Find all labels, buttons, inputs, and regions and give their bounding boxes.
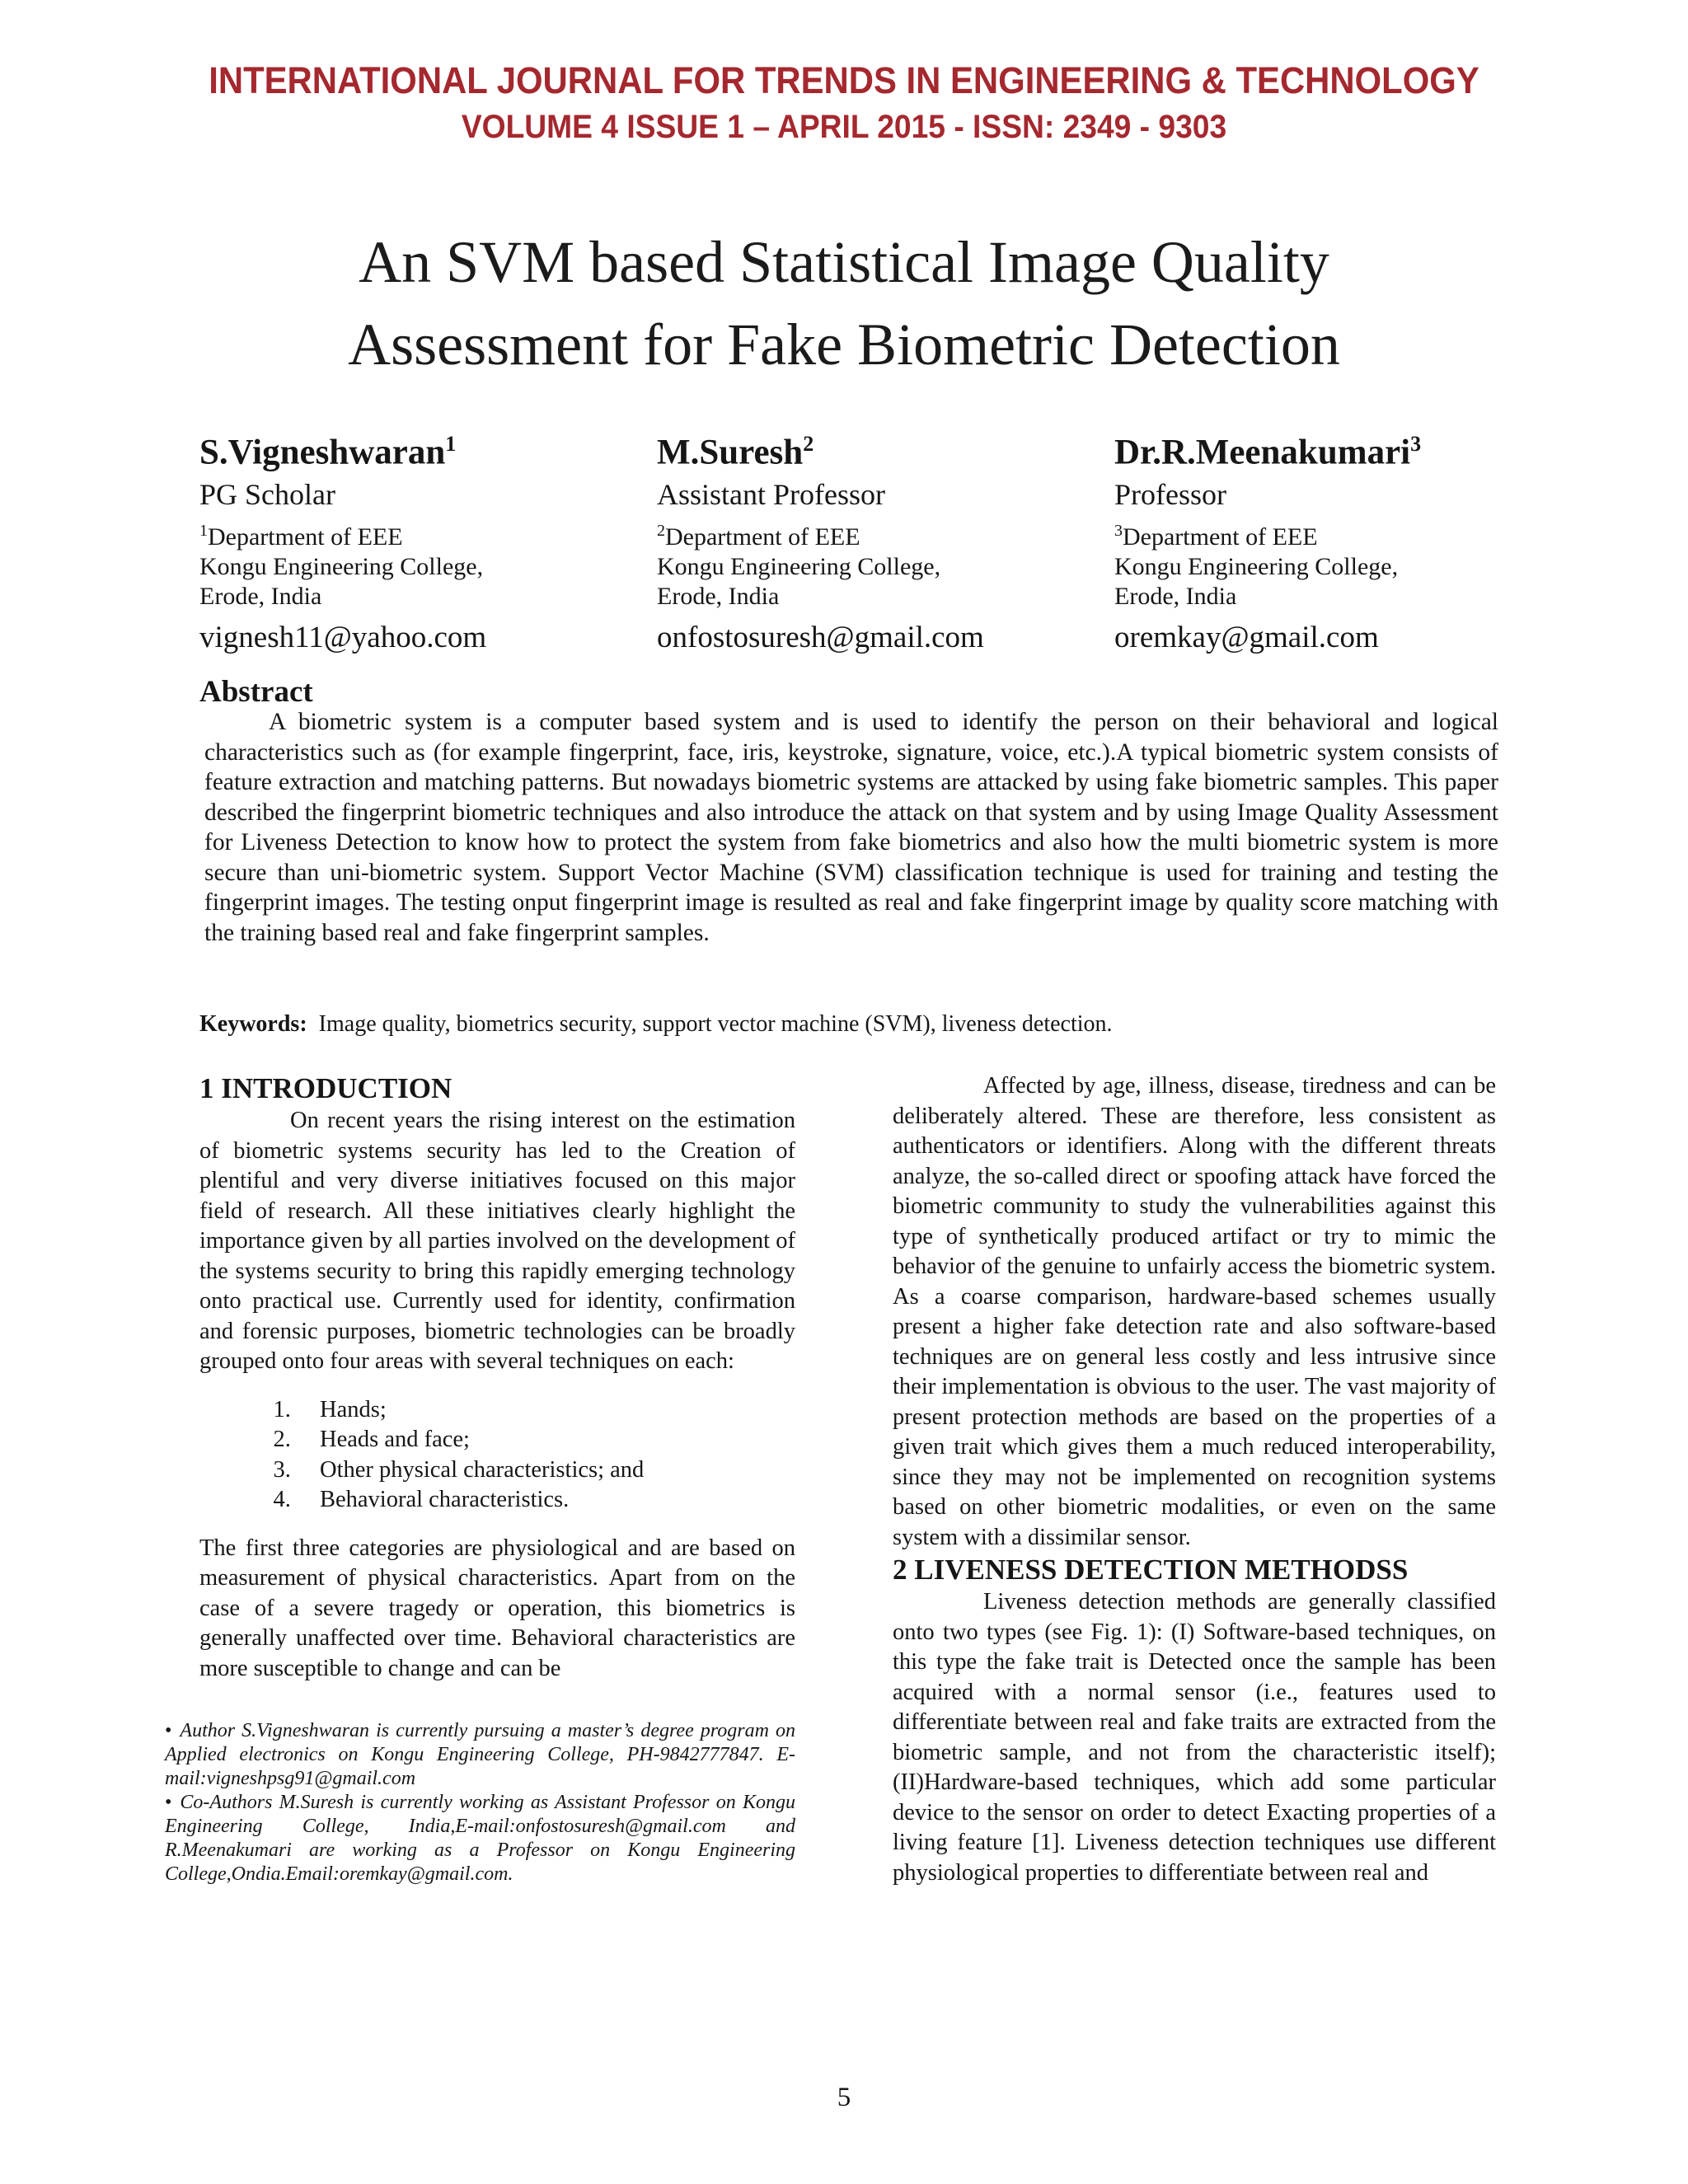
keywords [199,1010,1221,1038]
author-email[interactable]: vignesh11@yahoo.com [199,621,487,655]
title-line-2: Assessment for Fake Biometric Detection [348,312,1340,377]
author-dept: $^2$Department of EEE [657,522,860,551]
author-block-3 [1114,422,1576,656]
footnote-1: • Author S.Vigneshwaran is currently pursuing a master’s degree program on Applied electronics on Kongu Engineering College, PH-9842777847. E-mail:vigneshpsg91@gmail.com [165,1720,795,1789]
author-block-2 [657,422,1118,656]
issue-line: VOLUME 4 ISSUE 1 – APRIL 2015 - ISSN: 2349 - 9303 [461,109,1227,145]
author-location: Erode, India [1114,583,1237,611]
bullet-icon: • [165,1720,172,1741]
author-college: Kongu Engineering College, [199,553,484,581]
list-item: 1. Hands; [297,1395,795,1426]
author-role: PG Scholar [199,478,335,512]
section-heading-introduction: 1 INTRODUCTION [199,1072,452,1104]
page-number: 5 [837,2083,851,2112]
author-block-1 [199,422,661,656]
journal-name: INTERNATIONAL JOURNAL FOR TRENDS IN ENGINEERING & TECHNOLOGY [209,59,1479,101]
author-college: Kongu Engineering College, [657,553,941,581]
intro-paragraph-2: The first three categories are physiological and are based on measurement of physical characteristics. Apart from on the case of a severe tragedy or operation, this biometrics is generally unaffected over time. Behavioral characteristics are more susceptible to change and can be [199,1535,795,1681]
author-location: Erode, India [199,583,322,611]
keywords-label: Keywords: [199,1011,307,1037]
title-line-1: An SVM based Statistical Image Quality [359,229,1329,295]
author-email[interactable]: oremkay@gmail.com [1114,621,1379,655]
paper-title [0,221,1688,386]
author-dept: $^1$Department of EEE [199,522,403,551]
list-item: 3. Other physical characteristics; and [297,1455,795,1486]
left-column [199,1071,795,1684]
list-item: 2. Heads and face; [297,1425,795,1455]
author-role: Professor [1114,478,1226,512]
author-dept: $^3$Department of EEE [1114,522,1318,551]
author-name: S.Vigneshwaran$^1$ [199,432,457,472]
section-heading-liveness: 2 LIVENESS DETECTION METHODSS [893,1554,1409,1586]
keywords-text: Image quality, biometrics security, support vector machine (SVM), liveness detection. [318,1011,1113,1037]
author-location: Erode, India [657,583,780,611]
author-role: Assistant Professor [657,478,885,512]
author-name: Dr.R.Meenakumari$^3$ [1114,432,1422,472]
right-paragraph-2: Liveness detection methods are generally classified onto two types (see Fig. 1): (I) Software-based techniques, on this type the fake trait is Detected once the sample has been acquired with a normal sensor (i.e., features used to differentiate between real and fake traits are extracted from the biometric sample, and not from the characteristic itself);(II)Hardware-based techniques, which add some particular device to the sensor on order to detect Exacting properties of a living feature [1]. Liveness detection techniques use different physiological properties to differentiate between real and [893,1589,1496,1886]
biometric-areas-list [199,1395,795,1516]
abstract-heading: Abstract [199,675,313,709]
right-column [893,1071,1496,1888]
author-email[interactable]: onfostosuresh@gmail.com [657,621,984,655]
abstract-text: A biometric system is a computer based system and is used to identify the person on their behavioral and logical characteristics such as (for example fingerprint, face, iris, keystroke, signature, voice, etc.).A typical biometric system consists of feature extraction and matching patterns. But nowadays biometric systems are attacked by using fake biometric samples. This paper described the fingerprint biometric techniques and also introduce the attack on that system and by using Image Quality Assessment for Liveness Detection to know how to protect the system from fake biometrics and also how the multi biometric system is more secure than uni-biometric system. Support Vector Machine (SVM) classification technique is used for training and testing the fingerprint images. The testing onput fingerprint image is resulted as real and fake fingerprint image by quality score matching with the training based real and fake fingerprint samples. [204,709,1498,946]
intro-paragraph-1: On recent years the rising interest on the estimation of biometric systems security has led to the Creation of plentiful and very diverse initiatives focused on this major field of research. All these initiatives clearly highlight the importance given by all parties involved on the development of the systems security to bring this rapidly emerging technology onto practical use. Currently used for identity, confirmation and forensic purposes, biometric technologies can be broadly grouped onto four areas with several techniques on each: [199,1108,795,1374]
footnote-2: • Co-Authors M.Suresh is currently working as Assistant Professor on Kongu Engineering College, India,E-mail:onfostosuresh@gmail.com and R.Meenakumari are working as a Professor on Kongu Engineering College,Ondia.Email:oremkay@gmail.com. [165,1792,795,1885]
footnotes [165,1719,795,1886]
author-name: M.Suresh$^2$ [657,432,814,472]
bullet-icon: • [165,1792,172,1813]
list-item: 4. Behavioral characteristics. [297,1485,795,1516]
author-college: Kongu Engineering College, [1114,553,1399,581]
right-paragraph-1: Affected by age, illness, disease, tiredness and can be deliberately altered. These are therefore, less consistent as authenticators or identifiers. Along with the different threats analyze, the so-called direct or spoofing attack have forced the biometric community to study the vulnerabilities against this type of synthetically produced artifact or try to mimic the behavior of the genuine to unfairly access the biometric system. As a coarse comparison, hardware-based schemes usually present a higher fake detection rate and also software-based techniques are on general less costly and less intrusive since their implementation is obvious to the user. The vast majority of present protection methods are based on the properties of a given trait which gives them a much reduced interoperability, since they may not be implemented on recognition systems based on other biometric modalities, or even on the same system with a dissimilar sensor. [893,1073,1496,1550]
